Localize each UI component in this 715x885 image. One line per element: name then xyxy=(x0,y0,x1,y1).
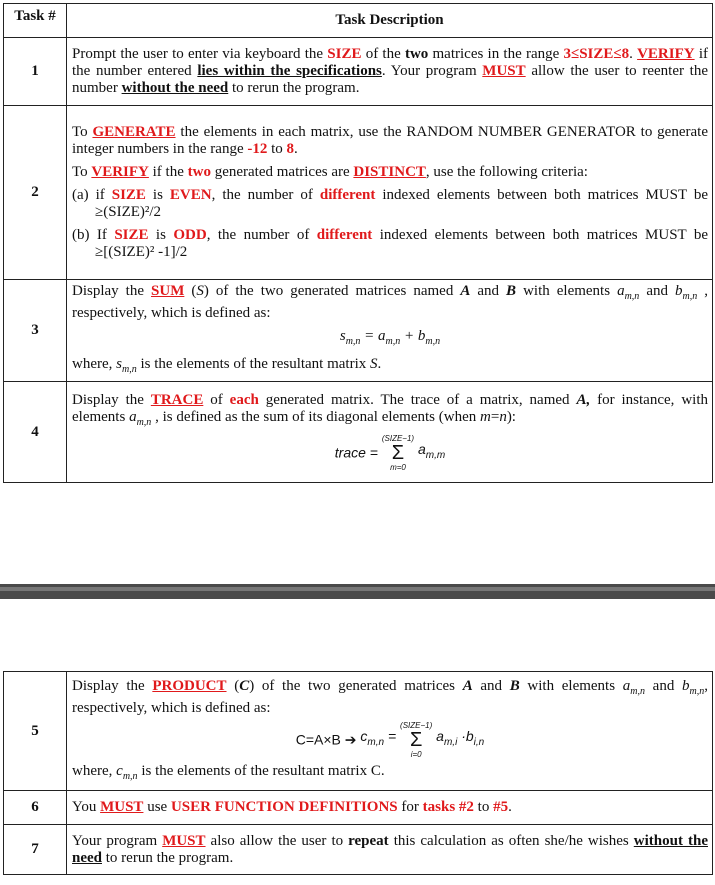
subscript: m,n xyxy=(630,685,645,697)
text: is xyxy=(145,187,170,203)
text: MUST xyxy=(482,63,526,79)
task-number: 3 xyxy=(31,322,39,338)
text: for xyxy=(397,799,423,815)
text: ( xyxy=(184,283,197,299)
text: . Your program xyxy=(381,63,483,79)
text: C=A×B ➔ xyxy=(295,731,361,747)
task-table-top xyxy=(3,3,713,483)
text: s xyxy=(116,356,122,372)
text: each xyxy=(229,391,259,408)
text: if the number entered xyxy=(72,46,708,79)
text: is the elements of the resultant matrix C. xyxy=(137,762,385,779)
task-table-bottom xyxy=(3,671,713,875)
text: To xyxy=(72,164,92,180)
text: . xyxy=(508,799,512,815)
text: , use the following criteria: xyxy=(425,164,588,180)
subscript: m,n xyxy=(367,736,385,748)
task-row-5 xyxy=(4,672,713,791)
upper-limit: (SIZE−1) xyxy=(381,433,415,443)
task-row-7 xyxy=(4,825,713,875)
text: MUST xyxy=(162,832,206,849)
text: A, xyxy=(576,391,591,408)
text: Prompt the user to enter via keyboard the xyxy=(72,46,328,62)
text: MUST xyxy=(100,799,144,815)
text: · xyxy=(457,728,466,745)
paragraph xyxy=(72,187,708,221)
text: of the xyxy=(361,46,405,62)
sigma-block xyxy=(400,720,432,760)
text: b xyxy=(675,283,683,299)
text: to xyxy=(267,141,287,157)
paragraph xyxy=(72,392,708,431)
text: m xyxy=(480,408,491,425)
text: tasks #2 xyxy=(422,799,474,815)
task-description xyxy=(67,825,713,875)
page-break-separator xyxy=(0,584,715,599)
text: 3≤SIZE≤8 xyxy=(563,46,630,62)
text: the elements in each matrix, use the RANDOM NUMBER GENERATOR to generate integer numbers in the range xyxy=(72,124,708,157)
sigma-symbol: Σ xyxy=(409,728,423,751)
text: to rerun the program. xyxy=(228,80,360,96)
task-row-6 xyxy=(4,791,713,825)
text: this calculation as often she/he wishes xyxy=(388,832,634,849)
text: of xyxy=(203,391,230,408)
text: You xyxy=(72,799,101,815)
text: and xyxy=(644,677,682,694)
text: S xyxy=(196,283,204,299)
text: to rerun the program. xyxy=(102,849,234,866)
text: indexed elements between both matrices MUST be ≥[(SIZE)² -1]/2 xyxy=(95,227,708,260)
task-description xyxy=(67,672,713,791)
text: to xyxy=(473,799,494,815)
header-task-label: Task # xyxy=(14,8,56,24)
text: s xyxy=(339,328,346,344)
subscript: m,n xyxy=(122,364,137,375)
text: Your program xyxy=(72,832,163,849)
text: use xyxy=(143,799,171,815)
text: where, xyxy=(72,356,117,372)
subscript: i,n xyxy=(473,736,485,748)
text: a xyxy=(417,441,426,458)
task-number: 4 xyxy=(31,423,39,440)
text: DISTINCT xyxy=(353,164,426,180)
paragraph xyxy=(72,356,708,378)
text: without the need xyxy=(72,832,708,866)
text: and xyxy=(472,677,510,694)
paragraph xyxy=(72,763,708,785)
text: 8 xyxy=(286,141,295,157)
task-row-1 xyxy=(4,38,713,106)
text: B xyxy=(506,283,517,299)
text: A xyxy=(460,283,471,299)
term xyxy=(360,728,401,748)
text: . xyxy=(294,141,298,157)
text: generated matrix. The trace of a matrix, named xyxy=(258,391,577,408)
text: generated matrices are xyxy=(210,164,354,180)
task-number: 1 xyxy=(31,63,39,79)
term xyxy=(417,441,446,461)
text: if the xyxy=(148,164,188,180)
subscript: m,n xyxy=(122,770,138,782)
task-number: 6 xyxy=(31,799,39,815)
subscript: m,m xyxy=(425,449,446,461)
text: without the need xyxy=(121,80,229,96)
text: To xyxy=(72,124,93,140)
text: indexed elements between both matrices MUST be ≥(SIZE)²/2 xyxy=(95,187,708,220)
task-description xyxy=(67,791,713,825)
text: SUM xyxy=(151,283,185,299)
text: c xyxy=(360,728,368,745)
task-row-4 xyxy=(4,382,713,483)
sigma-block xyxy=(382,433,414,473)
task-description xyxy=(67,106,713,280)
subscript: m,n xyxy=(689,685,705,697)
text: different xyxy=(316,227,373,243)
text: and xyxy=(470,283,507,299)
text: A xyxy=(462,677,473,694)
text: two xyxy=(404,46,429,62)
text: GENERATE xyxy=(92,124,176,140)
text: SIZE xyxy=(114,227,149,243)
text: + b xyxy=(400,328,426,344)
header-task-number xyxy=(4,4,67,38)
product-equation xyxy=(72,720,708,760)
sum-equation xyxy=(72,328,708,350)
subscript: m,n xyxy=(345,336,361,347)
text: , the number of xyxy=(206,227,317,243)
text: two xyxy=(187,164,211,180)
paragraph xyxy=(72,164,708,181)
text: , respectively, which is defined as: xyxy=(72,283,708,321)
text: PRODUCT xyxy=(152,677,227,694)
subscript: m,n xyxy=(624,291,640,302)
paragraph xyxy=(72,227,708,261)
text: , the number of xyxy=(211,187,320,203)
text: ) of the two generated matrices xyxy=(249,677,463,694)
text: . xyxy=(377,356,382,372)
text: c xyxy=(116,762,123,779)
text: with elements xyxy=(519,677,623,694)
text: = xyxy=(384,728,401,745)
text: is the elements of the resultant matrix xyxy=(136,356,371,372)
paragraph xyxy=(72,124,708,158)
task-number: 5 xyxy=(31,722,39,739)
task-description xyxy=(67,38,713,106)
sigma-symbol: Σ xyxy=(391,441,405,464)
upper-limit: (SIZE−1) xyxy=(400,720,433,730)
text: ): xyxy=(506,408,516,425)
text: for instance, with elements xyxy=(72,391,708,425)
task-number: 7 xyxy=(31,841,39,857)
text: a xyxy=(129,408,137,425)
text: Display the xyxy=(72,677,153,694)
subscript: m,n xyxy=(385,336,401,347)
subscript: m,n xyxy=(136,416,152,428)
subscript: m,n xyxy=(425,336,441,347)
text: = xyxy=(490,408,500,425)
text: b xyxy=(682,677,690,694)
text: Display the xyxy=(72,283,152,299)
task-row-3 xyxy=(4,280,713,382)
text: ) of the two generated matrices named xyxy=(203,283,461,299)
text: ODD xyxy=(173,227,207,243)
text: allow the user to reenter the number xyxy=(72,63,709,96)
text: a xyxy=(622,677,631,694)
text: (a) if xyxy=(72,187,112,203)
text: and xyxy=(639,283,675,299)
text: also allow the user to xyxy=(205,832,349,849)
text: #5 xyxy=(493,799,509,815)
text: b xyxy=(465,728,474,745)
text: n xyxy=(499,408,507,425)
text: VERIFY xyxy=(91,164,149,180)
text: a xyxy=(617,283,625,299)
trace-equation xyxy=(72,433,708,473)
subscript: m,i xyxy=(443,736,458,748)
text: where, xyxy=(72,762,117,779)
text: (b) If xyxy=(72,227,115,243)
subscript: m,n xyxy=(682,291,698,302)
text: is xyxy=(148,227,174,243)
text: Display the xyxy=(72,391,151,408)
header-task-description xyxy=(67,4,713,38)
task-description xyxy=(67,280,713,382)
text: matrices in the range xyxy=(428,46,564,62)
paragraph xyxy=(72,283,708,322)
text: B xyxy=(509,677,520,694)
text: TRACE xyxy=(150,391,204,408)
text: SIZE xyxy=(327,46,362,62)
task-description xyxy=(67,382,713,483)
term xyxy=(436,728,485,748)
text: , respectively, which is defined as: xyxy=(72,677,708,716)
text: different xyxy=(319,187,376,203)
text: trace = xyxy=(334,444,382,460)
text: -12 xyxy=(247,141,268,157)
text: ( xyxy=(226,677,240,694)
paragraph xyxy=(72,678,708,717)
text: repeat xyxy=(348,832,389,849)
text: USER FUNCTION DEFINITIONS xyxy=(170,799,398,815)
task-number: 2 xyxy=(31,184,39,200)
text: EVEN xyxy=(169,187,212,203)
text: . xyxy=(629,46,638,62)
text: = a xyxy=(360,328,386,344)
lower-limit: i=0 xyxy=(410,749,422,759)
text: C xyxy=(239,677,250,694)
text: VERIFY xyxy=(637,46,695,62)
text: S xyxy=(370,356,378,372)
text: with elements xyxy=(516,283,618,299)
text: , is defined as the sum of its diagonal elements (when xyxy=(151,408,480,425)
text: lies within the specifications xyxy=(197,63,382,79)
header-desc-label: Task Description xyxy=(335,12,444,28)
text: SIZE xyxy=(111,187,146,203)
text: a xyxy=(436,728,444,745)
task-row-2 xyxy=(4,106,713,280)
lower-limit: m=0 xyxy=(390,462,406,472)
